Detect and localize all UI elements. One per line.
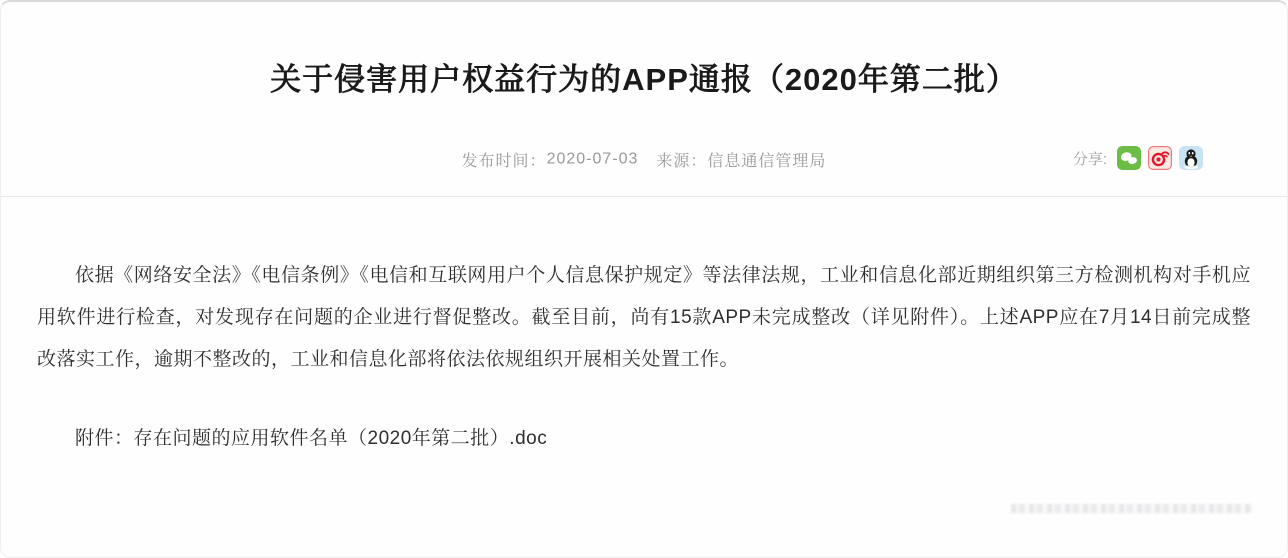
publish-time-label: 发布时间：: [461, 153, 547, 171]
source-label: 来源：: [656, 153, 708, 171]
wechat-share-icon[interactable]: [1117, 146, 1141, 170]
attachment-line: [37, 423, 1251, 450]
qq-share-icon[interactable]: [1179, 146, 1203, 170]
meta-row: [1, 148, 1287, 174]
publish-date: 2020-07-03: [546, 150, 639, 168]
illegible-watermark: [1011, 504, 1253, 513]
attachment-doc-link[interactable]: 存在问题的应用软件名单（2020年第二批）.doc: [133, 428, 548, 450]
notice-paragraph: 依据《网络安全法》《电信条例》《电信和互联网用户个人信息保护规定》等法律法规，工业和信息化部近期组织第三方检测机构对手机应用软件进行检查，对发现存在问题的企业进行督促整改。截至目前，尚有15款APP未完成整改（详见附件）。上述APP应在7月14日前完成整改落实工作，逾期不整改的，工业和信息化部将依法依规组织开展相关处置工作。: [37, 265, 1251, 371]
page-title: 关于侵害用户权益行为的APP通报（2020年第二批）: [270, 62, 1018, 97]
article-body: [1, 197, 1287, 450]
attachment-label: 附件：: [75, 428, 134, 450]
source-value: 信息通信管理局: [707, 153, 827, 171]
share-label: 分享:: [1072, 150, 1107, 168]
article-header: [1, 2, 1287, 197]
weibo-share-icon[interactable]: [1148, 146, 1172, 170]
share-group: [1073, 146, 1203, 170]
